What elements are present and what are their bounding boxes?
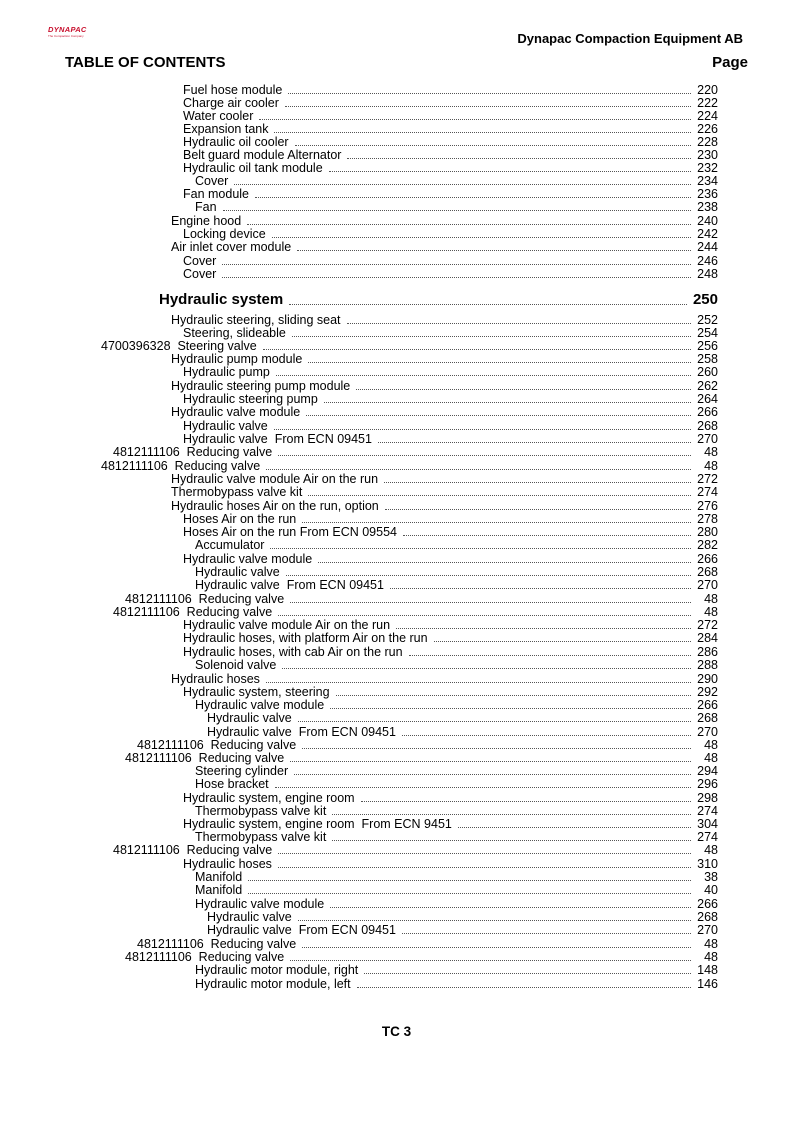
toc-entry[interactable]	[183, 122, 718, 136]
toc-entry[interactable]	[183, 419, 718, 433]
section-page: 250	[692, 291, 718, 308]
toc-entry[interactable]	[171, 472, 718, 486]
dot-leader	[274, 429, 691, 430]
toc-entry-page: 236	[697, 187, 718, 201]
toc-entry-page: 278	[697, 512, 718, 526]
toc-entry-label: Hose bracket	[195, 777, 269, 791]
toc-entry-label: 4812111106 Reducing valve	[113, 843, 273, 857]
dot-leader	[288, 93, 691, 94]
toc-entry-label: 4812111106 Reducing valve	[125, 751, 285, 765]
toc-entry-label: Cover	[195, 174, 229, 188]
dot-leader	[306, 415, 691, 416]
dot-leader	[274, 132, 691, 133]
toc-entry-page: 264	[697, 392, 718, 406]
dot-leader	[222, 277, 691, 278]
toc-entry[interactable]	[183, 645, 718, 659]
toc-entry[interactable]	[137, 937, 718, 951]
dot-leader	[302, 748, 691, 749]
toc-entry[interactable]	[183, 135, 718, 149]
dot-leader	[286, 575, 691, 576]
toc-entry-label: Fan module	[183, 187, 250, 201]
toc-entry[interactable]	[195, 658, 718, 672]
toc-entry-page: 240	[697, 214, 718, 228]
toc-entry[interactable]	[171, 485, 718, 499]
dot-leader	[318, 562, 691, 563]
toc-entry-page: 48	[704, 459, 718, 473]
toc-entry[interactable]	[183, 109, 718, 123]
toc-entry-page: 266	[697, 405, 718, 419]
toc-entry-page: 48	[704, 751, 718, 765]
toc-entry[interactable]	[195, 538, 718, 552]
toc-entry-label: Thermobypass valve kit	[195, 830, 327, 844]
dot-leader	[290, 602, 691, 603]
toc-entry[interactable]	[207, 711, 718, 725]
toc-entry-label: Cover	[183, 254, 217, 268]
toc-entry[interactable]	[183, 83, 718, 97]
toc-entry-label: Hydraulic valve module	[171, 405, 301, 419]
toc-entry-page: 222	[697, 96, 718, 110]
toc-entry[interactable]	[195, 565, 718, 579]
dot-leader	[329, 171, 691, 172]
toc-entry-page: 270	[697, 432, 718, 446]
toc-entry-label: Steering, slideable	[183, 326, 286, 340]
toc-entry-label: Hydraulic system, engine room	[183, 791, 355, 805]
toc-entry-page: 284	[697, 631, 718, 645]
toc-entry-label: Hydraulic hoses	[183, 857, 272, 871]
toc-entry[interactable]	[125, 592, 718, 606]
toc-entry-page: 48	[704, 592, 718, 606]
toc-entry-page: 266	[697, 698, 718, 712]
toc-entry-label: Hoses Air on the run	[183, 512, 297, 526]
toc-entry-label: Thermobypass valve kit	[171, 485, 303, 499]
toc-entry-page: 220	[697, 83, 718, 97]
toc-entry-page: 288	[697, 658, 718, 672]
dot-leader	[248, 880, 691, 881]
dot-leader	[332, 814, 691, 815]
dot-leader	[356, 389, 691, 390]
toc-entry-page: 232	[697, 161, 718, 175]
toc-entry-label: Charge air cooler	[183, 96, 279, 110]
toc-entry[interactable]	[183, 267, 718, 281]
toc-entry-page: 296	[697, 777, 718, 791]
toc-entry[interactable]	[183, 857, 718, 871]
toc-entry[interactable]	[195, 963, 718, 977]
toc-entry[interactable]	[183, 685, 718, 699]
toc-entry[interactable]	[183, 187, 718, 201]
toc-entry[interactable]	[171, 313, 718, 327]
toc-entry[interactable]	[195, 174, 718, 188]
toc-entry-label: Hydraulic oil tank module	[183, 161, 323, 175]
dot-leader	[278, 853, 691, 854]
toc-entry-page: 228	[697, 135, 718, 149]
toc-entry-page: 268	[697, 910, 718, 924]
toc-entry-page: 274	[697, 485, 718, 499]
dot-leader	[278, 455, 691, 456]
dot-leader	[255, 197, 691, 198]
toc-entry-label: Locking device	[183, 227, 266, 241]
toc-entry-label: Hydraulic valve	[207, 711, 292, 725]
toc-entry-page: 310	[697, 857, 718, 871]
toc-entry[interactable]	[207, 910, 718, 924]
toc-entry-label: Steering cylinder	[195, 764, 289, 778]
toc-entry[interactable]	[183, 254, 718, 268]
dot-leader	[270, 548, 691, 549]
toc-entry-label: 4812111106 Reducing valve	[113, 605, 273, 619]
dot-leader	[297, 250, 691, 251]
toc-entry-label: Manifold	[195, 883, 243, 897]
company-name: Dynapac Compaction Equipment AB	[517, 31, 743, 46]
toc-entry[interactable]	[113, 445, 718, 459]
toc-entry[interactable]	[183, 512, 718, 526]
toc-entry-page: 230	[697, 148, 718, 162]
toc-entry[interactable]	[125, 950, 718, 964]
toc-entry-page: 266	[697, 897, 718, 911]
toc-entry-label: Hydraulic motor module, right	[195, 963, 359, 977]
toc-entry[interactable]	[183, 432, 718, 446]
toc-entry-label: Hydraulic valve	[183, 419, 268, 433]
dot-leader	[298, 721, 691, 722]
dot-leader	[266, 469, 691, 470]
toc-entry[interactable]	[137, 738, 718, 752]
dot-leader	[222, 264, 691, 265]
toc-entry[interactable]	[171, 499, 718, 513]
toc-entry-page: 282	[697, 538, 718, 552]
dot-leader	[302, 522, 691, 523]
toc-entry[interactable]	[195, 897, 718, 911]
toc-entry[interactable]	[183, 618, 718, 632]
toc-entry[interactable]	[183, 817, 718, 831]
logo-wordmark: DYNAPAC	[48, 25, 87, 34]
dot-leader	[308, 495, 691, 496]
toc-entry-label: Cover	[183, 267, 217, 281]
toc-entry[interactable]	[195, 977, 718, 991]
toc-entry-page: 38	[704, 870, 718, 884]
toc-entry-page: 254	[697, 326, 718, 340]
toc-entry-label: Hydraulic valve module Air on the run	[171, 472, 379, 486]
dot-leader	[308, 362, 691, 363]
dot-leader	[295, 145, 691, 146]
toc-entry-page: 256	[697, 339, 718, 353]
toc-entry[interactable]	[195, 883, 718, 897]
toc-entry-label: Solenoid valve	[195, 658, 277, 672]
toc-entry-label: Hydraulic valve From ECN 09451	[183, 432, 372, 446]
dot-leader	[290, 960, 691, 961]
dot-leader	[364, 973, 691, 974]
toc-entry-label: Hydraulic steering, sliding seat	[171, 313, 341, 327]
dot-leader	[266, 682, 691, 683]
toc-entry[interactable]	[171, 672, 718, 686]
dot-leader	[290, 761, 691, 762]
toc-entry-label: Hydraulic hoses	[171, 672, 260, 686]
toc-entry[interactable]	[171, 352, 718, 366]
toc-entry-page: 266	[697, 552, 718, 566]
section-label: Hydraulic system	[159, 291, 284, 308]
toc-entry[interactable]	[195, 578, 718, 592]
dynapac-logo	[48, 26, 104, 38]
toc-entry-page: 48	[704, 950, 718, 964]
toc-entry-label: Hydraulic hoses Air on the run, option	[171, 499, 379, 513]
dot-leader	[357, 987, 691, 988]
dot-leader	[402, 933, 691, 934]
dot-leader	[402, 735, 691, 736]
dot-leader	[347, 158, 691, 159]
toc-entry[interactable]	[207, 923, 718, 937]
toc-entry[interactable]	[113, 843, 718, 857]
toc-entry[interactable]	[171, 379, 718, 393]
toc-entry-label: Manifold	[195, 870, 243, 884]
toc-entry-label: 4812111106 Reducing valve	[113, 445, 273, 459]
toc-entry[interactable]	[125, 751, 718, 765]
toc-entry-page: 270	[697, 923, 718, 937]
toc-entry[interactable]	[195, 200, 718, 214]
toc-entry[interactable]	[195, 698, 718, 712]
dot-leader	[248, 893, 691, 894]
toc-entry[interactable]	[183, 552, 718, 566]
toc-entry-label: Engine hood	[171, 214, 242, 228]
dot-leader	[330, 708, 691, 709]
toc-entry-label: Hydraulic valve From ECN 09451	[195, 578, 384, 592]
dot-leader	[276, 375, 691, 376]
dot-leader	[458, 827, 691, 828]
toc-entry-page: 246	[697, 254, 718, 268]
toc-entry-label: Hydraulic valve module	[183, 552, 313, 566]
toc-entry-page: 274	[697, 830, 718, 844]
toc-entry-label: Hydraulic valve	[195, 565, 280, 579]
toc-entry-label: Thermobypass valve kit	[195, 804, 327, 818]
toc-entry-page: 238	[697, 200, 718, 214]
dot-leader	[298, 920, 691, 921]
toc-entry-label: 4812111106 Reducing valve	[137, 738, 297, 752]
dot-leader	[223, 210, 691, 211]
toc-entry-page: 48	[704, 445, 718, 459]
toc-entry-label: 4812111106 Reducing valve	[101, 459, 261, 473]
toc-entry-page: 298	[697, 791, 718, 805]
toc-entry-label: Accumulator	[195, 538, 265, 552]
toc-entry-page: 294	[697, 764, 718, 778]
toc-entry[interactable]	[183, 525, 718, 539]
toc-entry-label: Fan	[195, 200, 217, 214]
toc-entry-label: Hydraulic valve	[207, 910, 292, 924]
dot-leader	[336, 695, 691, 696]
toc-entry-label: Hydraulic motor module, left	[195, 977, 351, 991]
dot-leader	[361, 801, 691, 802]
toc-entry-page: 48	[704, 605, 718, 619]
toc-entry-page: 304	[697, 817, 718, 831]
dot-leader	[385, 509, 691, 510]
toc-entry-page: 270	[697, 725, 718, 739]
toc-entry[interactable]	[195, 830, 718, 844]
toc-entry-page: 272	[697, 618, 718, 632]
toc-entry-label: Hydraulic pump	[183, 365, 270, 379]
toc-entry-label: 4812111106 Reducing valve	[137, 937, 297, 951]
toc-entry-page: 242	[697, 227, 718, 241]
toc-entry-label: 4812111106 Reducing valve	[125, 950, 285, 964]
toc-entry-page: 270	[697, 578, 718, 592]
dot-leader	[259, 119, 691, 120]
toc-entry-label: Hoses Air on the run From ECN 09554	[183, 525, 397, 539]
toc-entry-page: 280	[697, 525, 718, 539]
toc-entry-label: Hydraulic valve From ECN 09451	[207, 923, 396, 937]
dot-leader	[378, 442, 691, 443]
dot-leader	[285, 106, 691, 107]
toc-entry-page: 252	[697, 313, 718, 327]
toc-entry-label: Belt guard module Alternator	[183, 148, 342, 162]
toc-entry-label: Hydraulic steering pump	[183, 392, 318, 406]
toc-entry-page: 268	[697, 711, 718, 725]
toc-entry[interactable]	[183, 365, 718, 379]
toc-entry[interactable]	[183, 392, 718, 406]
dot-leader	[247, 224, 691, 225]
dot-leader	[332, 840, 691, 841]
toc-entry[interactable]	[183, 227, 718, 241]
toc-entry[interactable]	[171, 214, 718, 228]
logo-tagline: The Compaction Company	[48, 34, 84, 38]
toc-entry-page: 260	[697, 365, 718, 379]
toc-title: TABLE OF CONTENTS	[65, 54, 226, 71]
toc-entry[interactable]	[171, 405, 718, 419]
toc-entry[interactable]	[171, 240, 718, 254]
toc-entry-page: 224	[697, 109, 718, 123]
toc-entry-page: 148	[697, 963, 718, 977]
toc-entry[interactable]	[183, 791, 718, 805]
toc-entry-page: 272	[697, 472, 718, 486]
toc-entry[interactable]	[183, 148, 718, 162]
dot-leader	[275, 787, 691, 788]
toc-entry-page: 262	[697, 379, 718, 393]
toc-entry-page: 248	[697, 267, 718, 281]
toc-section-heading[interactable]	[159, 290, 718, 308]
dot-leader	[282, 668, 691, 669]
toc-entry-page: 292	[697, 685, 718, 699]
toc-entry-page: 234	[697, 174, 718, 188]
toc-entry-page: 276	[697, 499, 718, 513]
dot-leader	[289, 304, 687, 305]
page-number: TC 3	[381, 1024, 412, 1039]
toc-entry-page: 48	[704, 843, 718, 857]
dot-leader	[302, 947, 691, 948]
dot-leader	[403, 535, 691, 536]
toc-entry-label: Hydraulic valve module Air on the run	[183, 618, 391, 632]
toc-entry-label: Hydraulic system, engine room From ECN 9451	[183, 817, 452, 831]
toc-entry-page: 274	[697, 804, 718, 818]
toc-entry[interactable]	[183, 326, 718, 340]
toc-entry-label: Hydraulic valve module	[195, 897, 325, 911]
toc-entry[interactable]	[183, 631, 718, 645]
toc-entry-label: Water cooler	[183, 109, 254, 123]
toc-entry-label: Hydraulic valve From ECN 09451	[207, 725, 396, 739]
dot-leader	[409, 655, 691, 656]
dot-leader	[434, 641, 691, 642]
toc-entry-label: Fuel hose module	[183, 83, 283, 97]
toc-entry-page: 258	[697, 352, 718, 366]
toc-entry[interactable]	[183, 161, 718, 175]
toc-entry-label: Air inlet cover module	[171, 240, 292, 254]
toc-entry-page: 290	[697, 672, 718, 686]
toc-entry-page: 146	[697, 977, 718, 991]
dot-leader	[292, 336, 691, 337]
toc-entry-page: 268	[697, 419, 718, 433]
toc-entry-page: 48	[704, 937, 718, 951]
toc-entry[interactable]	[195, 804, 718, 818]
dot-leader	[278, 615, 691, 616]
toc-entry[interactable]	[101, 459, 718, 473]
toc-entry-label: Hydraulic steering pump module	[171, 379, 351, 393]
toc-entry-label: Hydraulic oil cooler	[183, 135, 289, 149]
dot-leader	[324, 402, 691, 403]
toc-entry-label: Hydraulic hoses, with platform Air on the run	[183, 631, 428, 645]
toc-entry[interactable]	[195, 777, 718, 791]
page-column-header: Page	[712, 54, 748, 71]
toc-entry-page: 268	[697, 565, 718, 579]
toc-entry-label: Hydraulic system, steering	[183, 685, 330, 699]
toc-entry-label: Hydraulic hoses, with cab Air on the run	[183, 645, 403, 659]
dot-leader	[396, 628, 691, 629]
toc-entry-label: Expansion tank	[183, 122, 269, 136]
dot-leader	[272, 237, 691, 238]
toc-entry-label: 4700396328 Steering valve	[101, 339, 257, 353]
toc-entry[interactable]	[195, 764, 718, 778]
toc-entry-label: Hydraulic valve module	[195, 698, 325, 712]
toc-entry[interactable]	[101, 339, 718, 353]
toc-entry-page: 286	[697, 645, 718, 659]
dot-leader	[263, 349, 691, 350]
dot-leader	[384, 482, 691, 483]
toc-entry-page: 48	[704, 738, 718, 752]
toc-entry[interactable]	[207, 725, 718, 739]
toc-entry-page: 40	[704, 883, 718, 897]
toc-entry[interactable]	[195, 870, 718, 884]
dot-leader	[234, 184, 691, 185]
toc-entry-page: 244	[697, 240, 718, 254]
dot-leader	[294, 774, 691, 775]
toc-entry-label: Hydraulic pump module	[171, 352, 303, 366]
toc-entry[interactable]	[183, 96, 718, 110]
dot-leader	[278, 867, 691, 868]
toc-entry[interactable]	[113, 605, 718, 619]
dot-leader	[347, 323, 691, 324]
dot-leader	[390, 588, 691, 589]
toc-entry-label: 4812111106 Reducing valve	[125, 592, 285, 606]
dot-leader	[330, 907, 691, 908]
toc-entry-page: 226	[697, 122, 718, 136]
